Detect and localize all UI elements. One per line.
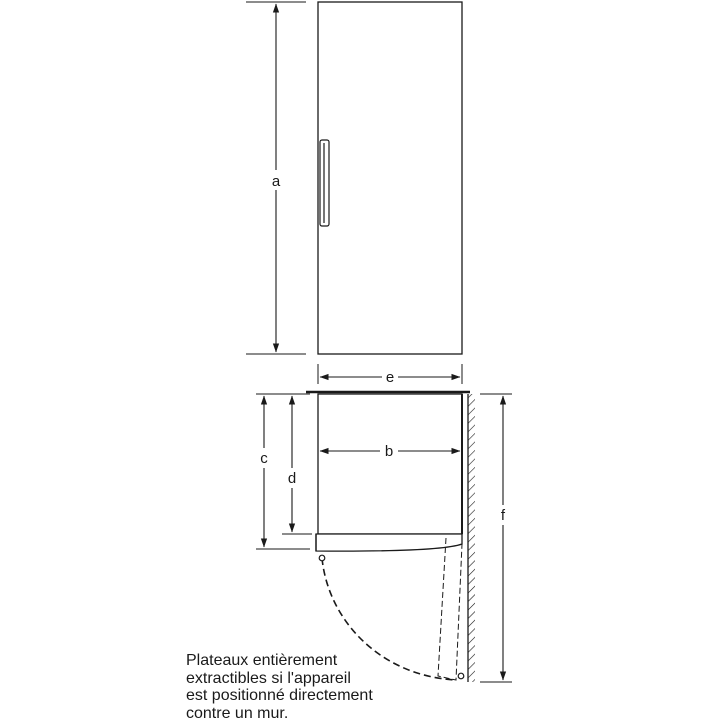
cabinet-plan [318,394,462,534]
appliance-front-body [318,2,462,354]
dimension-d-label: d [288,470,296,487]
note-line: extractibles si l'appareil [186,670,446,688]
dimension-f-label: f [501,507,506,524]
dimension-c-label: c [260,450,268,467]
door-closed-plan [316,534,462,551]
dimension-f [480,394,512,682]
door-hinge-front [319,555,325,561]
note-line: contre un mur. [186,705,446,722]
door-hinge-open [458,673,464,679]
note-line: Plateaux entièrement [186,652,446,670]
wall [468,394,475,682]
dimension-d [282,396,312,534]
note-text [186,652,446,722]
front-view [318,2,462,354]
note-line: est positionné directement [186,687,446,705]
dimension-b-label: b [385,443,393,460]
dimension-e-label: e [386,369,394,386]
dimension-a-label: a [272,173,281,190]
door-handle [320,140,329,226]
dimension-e [318,364,462,386]
dimension-a [246,2,306,354]
top-view [306,392,470,551]
dimension-c [256,394,310,549]
